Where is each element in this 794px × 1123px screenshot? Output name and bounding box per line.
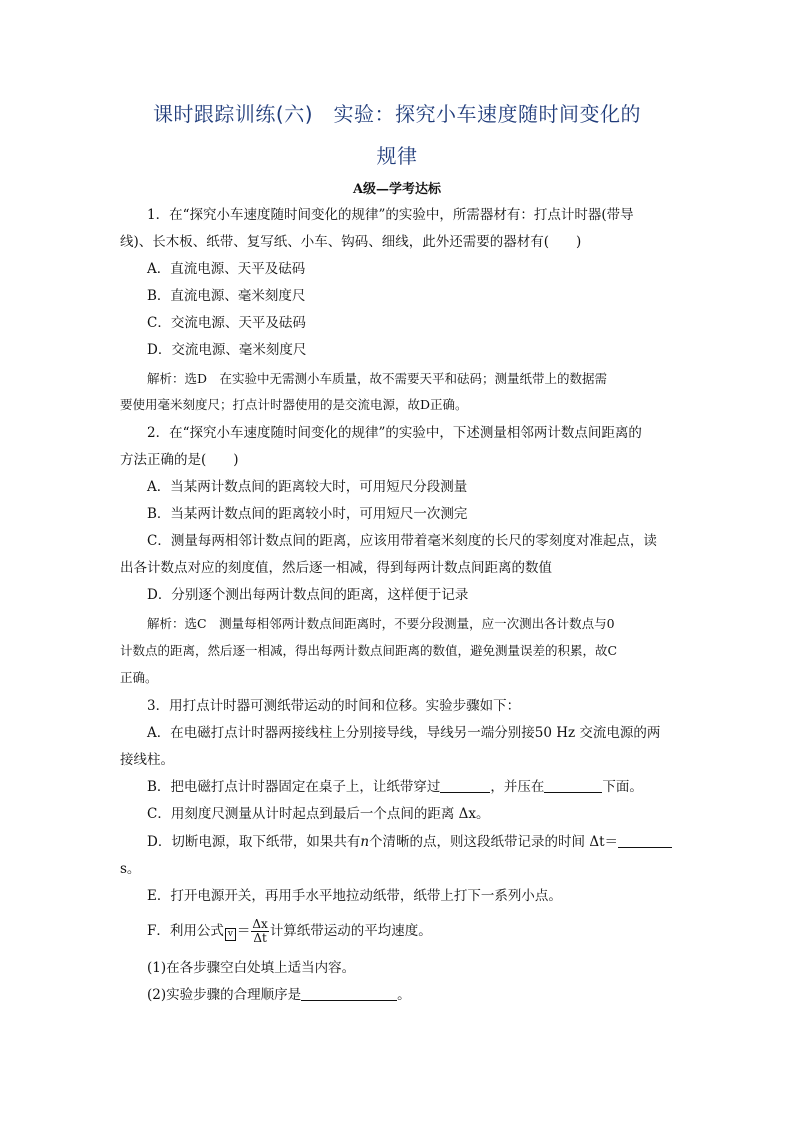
- question-3-step-e: E．打开电源开关，再用手水平地拉动纸带，纸带上打下一系列小点。: [147, 888, 562, 904]
- question-3-stem: 3．用打点计时器可测纸带运动的时间和位移。实验步骤如下：: [147, 698, 521, 714]
- question-2-option-a: A．当某两计数点间的距离较大时，可用短尺分段测量: [147, 479, 468, 495]
- step-b-text-2: ，并压在: [490, 779, 545, 795]
- step-f-equals: ＝: [236, 923, 251, 939]
- question-2-solution-continued: 计数点的距离，然后逐一相减，得出每两计数点间距离的数值，避免测量误差的积累，故C: [120, 643, 618, 658]
- page-title-continued: 规律: [376, 144, 418, 168]
- question-3-sub-1: (1)在各步骤空白处填上适当内容。: [147, 960, 356, 976]
- step-f-text-2: 计算纸带运动的平均速度。: [269, 923, 432, 939]
- question-2-option-b: B．当某两计数点间的距离较小时，可用短尺一次测完: [147, 506, 468, 522]
- fraction-numerator: Δx: [252, 917, 268, 931]
- blank-field-2[interactable]: [544, 778, 602, 793]
- question-2-solution-end: 正确。: [120, 670, 158, 685]
- question-3-step-b: [147, 778, 643, 796]
- step-d-n: n: [360, 834, 370, 850]
- question-2-option-c-continued: 出各计数点对应的刻度值，然后逐一相减，得到每两计数点间距离的数值: [120, 560, 552, 576]
- question-2-solution: 解析：选C 测量每相邻两计数点间距离时，不要分段测量，应一次测出各计数点与0: [147, 616, 615, 631]
- question-3-step-c: C．用刻度尺测量从计时起点到最后一个点间的距离 Δx。: [147, 806, 490, 822]
- fraction-denominator: Δt: [253, 931, 267, 945]
- sub-2-text-2: 。: [397, 987, 411, 1003]
- section-heading: A级—学考达标: [352, 182, 442, 197]
- step-f-text-1: F．利用公式: [147, 923, 224, 939]
- velocity-formula-fraction: [251, 918, 268, 945]
- question-2-stem-continued: 方法正确的是( ): [120, 452, 239, 468]
- question-1-stem-continued: 线)、长木板、纸带、复写纸、小车、钩码、细线，此外还需要的器材有( ): [120, 234, 582, 250]
- question-2-stem: 2．在“探究小车速度随时间变化的规律”的实验中，下述测量相邻两计数点间距离的: [147, 425, 642, 441]
- page-title: 课时跟踪训练(六) 实验：探究小车速度随时间变化的: [152, 102, 642, 126]
- question-2-option-c: C．测量每两相邻计数点间的距离，应该用带着毫米刻度的长尺的零刻度对准起点，读: [147, 533, 657, 549]
- blank-field-4[interactable]: [301, 986, 397, 1001]
- question-1-option-b: B．直流电源、毫米刻度尺: [147, 288, 306, 304]
- question-1-option-d: D．交流电源、毫米刻度尺: [147, 342, 307, 358]
- question-3-step-a-continued: 接线柱。: [120, 752, 174, 768]
- average-velocity-symbol: v: [225, 928, 236, 941]
- step-d-text-1: D．切断电源，取下纸带，如果共有: [147, 834, 361, 850]
- question-3-step-d-unit: s。: [120, 861, 141, 877]
- blank-field-3[interactable]: [618, 833, 672, 848]
- question-3-sub-2: [147, 986, 411, 1004]
- question-2-option-d: D．分别逐个测出每两计数点间的距离，这样便于记录: [147, 587, 469, 603]
- step-b-text-1: B．把电磁打点计时器固定在桌子上，让纸带穿过: [147, 779, 441, 795]
- step-d-text-2: 个清晰的点，则这段纸带记录的时间 Δt＝: [369, 834, 618, 850]
- question-3-step-f: [147, 918, 432, 945]
- question-1-stem: 1．在“探究小车速度随时间变化的规律”的实验中，所需器材有：打点计时器(带导: [147, 207, 634, 223]
- question-1-solution: 解析：选D 在实验中无需测小车质量，故不需要天平和砝码；测量纸带上的数据需: [147, 371, 608, 386]
- step-b-text-3: 下面。: [602, 779, 643, 795]
- question-1-solution-continued: 要使用毫米刻度尺；打点计时器使用的是交流电源，故D正确。: [120, 397, 468, 412]
- question-3-step-d: [147, 833, 672, 851]
- sub-2-text-1: (2)实验步骤的合理顺序是: [147, 987, 302, 1003]
- question-3-step-a: A．在电磁打点计时器两接线柱上分别接导线，导线另一端分别接50 Hz 交流电源的两: [147, 725, 661, 741]
- question-1-option-a: A．直流电源、天平及砝码: [147, 261, 306, 277]
- blank-field-1[interactable]: [440, 778, 490, 793]
- question-1-option-c: C．交流电源、天平及砝码: [147, 315, 306, 331]
